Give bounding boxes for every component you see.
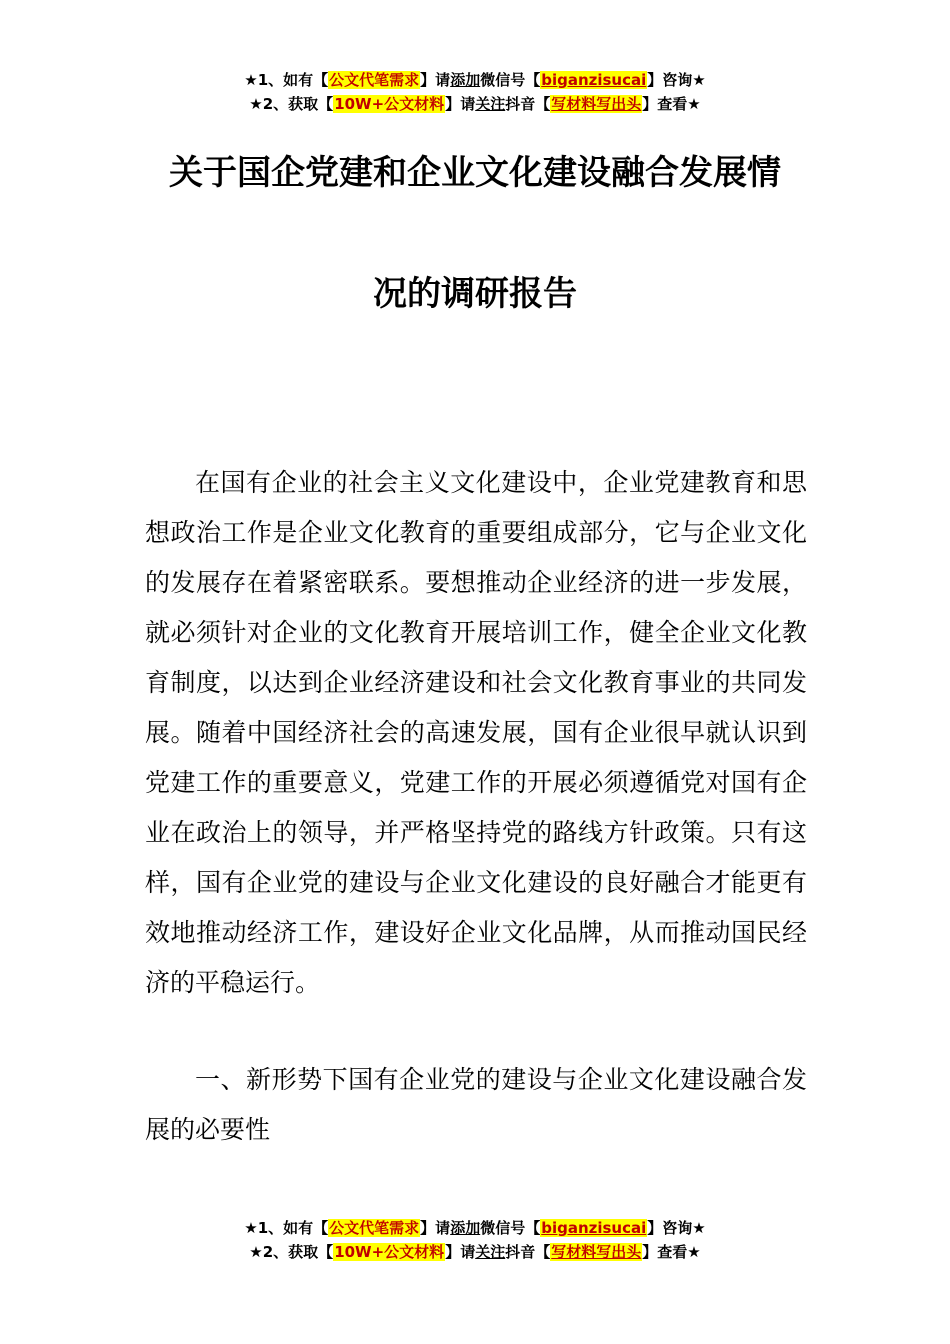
top-banner [0, 68, 950, 116]
service-highlight: 公文代笔需求 [329, 71, 420, 89]
banner-line-2: ★2、获取【10W+公文材料】请关注抖音【写材料写出头】查看★ [249, 1243, 701, 1261]
materials-highlight: 10W+公文材料 [334, 1243, 445, 1261]
douyin-account-link[interactable]: 写材料写出头 [551, 1243, 642, 1261]
banner-line-1: ★1、如有【公文代笔需求】请添加微信号【biganzisucai】咨询★ [244, 71, 706, 89]
bottom-banner [0, 1216, 950, 1264]
body-paragraph: 在国有企业的社会主义文化建设中，企业党建教育和思想政治工作是企业文化教育的重要组成部分，它与企业文化的发展存在着紧密联系。要想推动企业经济的进一步发展，就必须针对企业的文化教育开展培训工作，健全企业文化教育制度，以达到企业经济建设和社会文化教育事业的共同发展。随着中国经济社会的高速发展，国有企业很早就认识到党建工作的重要意义，党建工作的开展必须遵循党对国有企业在政治上的领导，并严格坚持党的路线方针政策。只有这样，国有企业党的建设与企业文化建设的良好融合才能更有效地推动经济工作，建设好企业文化品牌，从而推动国民经济的平稳运行。 [145, 468, 807, 997]
wechat-id-link[interactable]: biganzisucai [541, 1219, 647, 1237]
materials-highlight: 10W+公文材料 [334, 95, 445, 113]
section-heading: 一、新形势下国有企业党的建设与企业文化建设融合发展的必要性 [145, 1065, 807, 1144]
wechat-id-link[interactable]: biganzisucai [541, 71, 647, 89]
banner-line-2: ★2、获取【10W+公文材料】请关注抖音【写材料写出头】查看★ [249, 95, 701, 113]
service-highlight: 公文代笔需求 [329, 1219, 420, 1237]
document-title-line-2: 况的调研报告 [373, 274, 577, 314]
douyin-account-link[interactable]: 写材料写出头 [551, 95, 642, 113]
banner-line-1: ★1、如有【公文代笔需求】请添加微信号【biganzisucai】咨询★ [244, 1219, 706, 1237]
document-title-line-1: 关于国企党建和企业文化建设融合发展情 [169, 153, 781, 193]
